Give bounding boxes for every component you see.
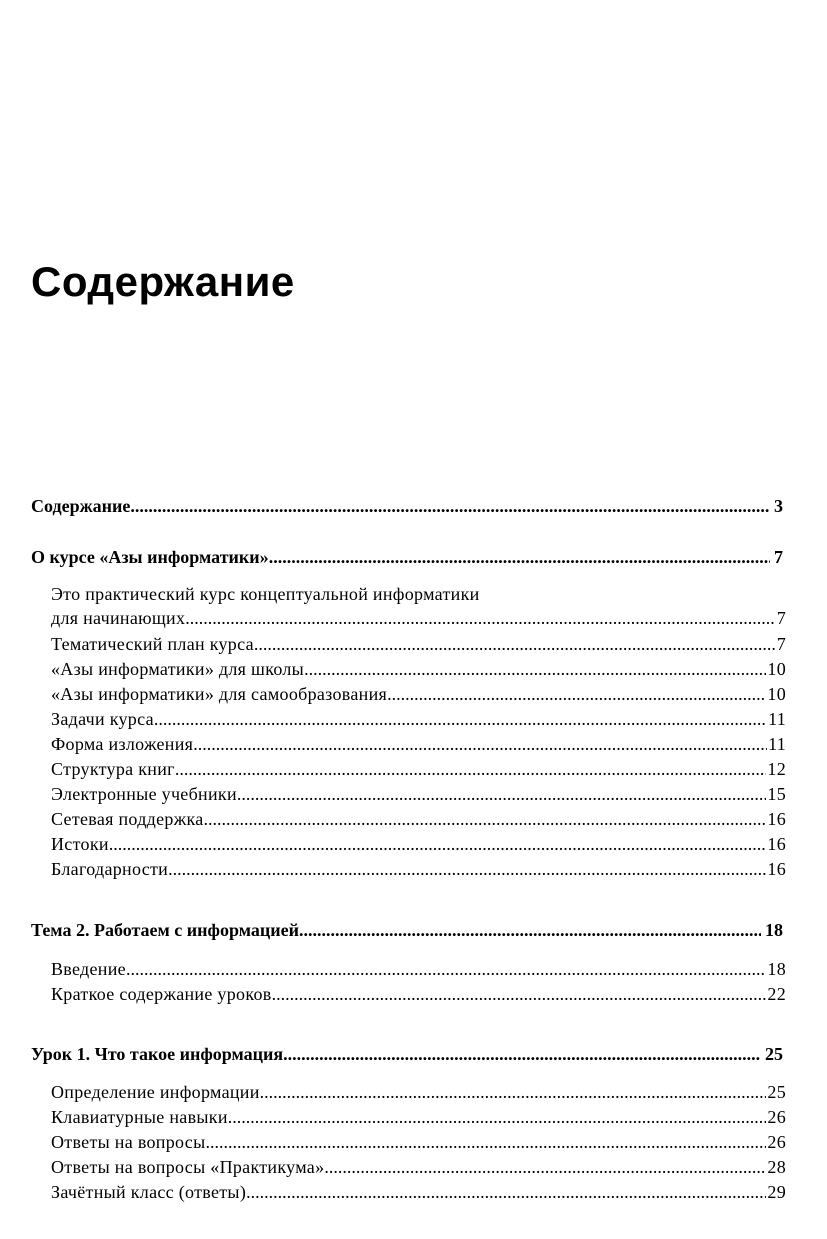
toc-heading-label: Тема 2. Работаем с информацией: [31, 920, 299, 940]
toc-entry[interactable]: [51, 707, 786, 731]
toc-page-number: 25: [767, 1082, 786, 1102]
toc-entry[interactable]: [51, 757, 786, 781]
toc-entry-label: Введение: [51, 959, 126, 979]
toc-entry[interactable]: [51, 807, 786, 831]
toc-entry-label: Истоки: [51, 834, 109, 854]
dot-leader: [130, 494, 770, 518]
toc-entry-label: Форма изложения: [51, 734, 194, 754]
dot-leader: [168, 857, 766, 881]
dot-leader: [193, 732, 767, 756]
dot-leader: [299, 918, 761, 942]
toc-page-number: 25: [765, 1044, 783, 1064]
toc-entry-label: «Азы информатики» для школы: [51, 659, 305, 679]
toc-entry[interactable]: [51, 1080, 786, 1104]
dot-leader: [185, 606, 775, 630]
toc-entry[interactable]: [51, 606, 786, 630]
toc-entry-label: Краткое содержание уроков: [51, 984, 272, 1004]
toc-page-number: 15: [767, 784, 786, 804]
dot-leader: [246, 1180, 766, 1204]
dot-leader: [228, 1105, 767, 1129]
dot-leader: [283, 1042, 761, 1066]
toc-heading-label: Содержание: [31, 496, 131, 516]
dot-leader: [205, 1130, 766, 1154]
toc-page-number: 7: [776, 634, 786, 654]
toc-page-number: 3: [774, 496, 783, 516]
toc-entry-label: для начинающих: [51, 608, 186, 628]
toc-heading-about-course[interactable]: [31, 545, 783, 569]
toc-entry-label: Благодарности: [51, 859, 169, 879]
dot-leader: [272, 982, 767, 1006]
toc-page-number: 12: [767, 759, 786, 779]
toc-entry-label: Сетевая поддержка: [51, 809, 204, 829]
toc-page-number: 26: [767, 1107, 786, 1127]
toc-entry[interactable]: [51, 857, 786, 881]
toc-entry-label: «Азы информатики» для самообразования: [51, 684, 388, 704]
toc-heading-lesson-1[interactable]: [31, 1042, 783, 1066]
toc-entry[interactable]: [51, 732, 786, 756]
toc-heading-contents[interactable]: [31, 494, 783, 518]
toc-page-number: 16: [767, 859, 786, 879]
toc-page-number: 29: [767, 1182, 786, 1202]
toc-entry[interactable]: [51, 1180, 786, 1204]
dot-leader: [204, 807, 767, 831]
toc-entry-label: Электронные учебники: [51, 784, 237, 804]
toc-entry-label: Задачи курса: [51, 709, 154, 729]
toc-entry[interactable]: [51, 1155, 786, 1179]
page-title: Содержание: [31, 258, 295, 305]
dot-leader: [126, 957, 766, 981]
toc-entry[interactable]: [51, 982, 786, 1006]
toc-page-number: 11: [768, 709, 786, 729]
dot-leader: [254, 632, 776, 656]
toc-entry-label: Структура книг: [51, 759, 175, 779]
toc-page-number: 16: [767, 809, 786, 829]
toc-page-number: 18: [765, 920, 783, 940]
dot-leader: [324, 1155, 766, 1179]
toc-entry[interactable]: [51, 682, 786, 706]
toc-entry-label: Определение информации: [51, 1082, 260, 1102]
dot-leader: [154, 707, 767, 731]
toc-entry-label: Зачётный класс (ответы): [51, 1182, 247, 1202]
dot-leader: [387, 682, 766, 706]
toc-entry-line1[interactable]: Это практический курс концептуальной информатики: [51, 584, 480, 604]
toc-entry[interactable]: [51, 1130, 786, 1154]
dot-leader: [269, 545, 770, 569]
toc-entry-label: Ответы на вопросы «Практикума»: [51, 1157, 325, 1177]
dot-leader: [175, 757, 767, 781]
toc-page-number: 28: [767, 1157, 786, 1177]
toc-page-number: 10: [767, 659, 786, 679]
toc-page-number: 18: [767, 959, 786, 979]
toc-entry[interactable]: [51, 782, 786, 806]
toc-entry[interactable]: [51, 1105, 786, 1129]
toc-entry[interactable]: [51, 832, 786, 856]
toc-entry[interactable]: [51, 632, 786, 656]
toc-entry[interactable]: [51, 657, 786, 681]
toc-entry[interactable]: [51, 957, 786, 981]
dot-leader: [237, 782, 766, 806]
dot-leader: [109, 832, 767, 856]
toc-heading-topic-2[interactable]: [31, 918, 783, 942]
toc-page-number: 10: [767, 684, 786, 704]
dot-leader: [304, 657, 766, 681]
toc-page-number: 16: [767, 834, 786, 854]
toc-page-number: 26: [767, 1132, 786, 1152]
toc-page-number: 7: [774, 547, 783, 567]
dot-leader: [260, 1080, 767, 1104]
toc-page-number: 11: [768, 734, 786, 754]
toc-entry-label: Тематический план курса: [51, 634, 254, 654]
toc-heading-label: Урок 1. Что такое информация: [31, 1044, 284, 1064]
toc-entry-label: Ответы на вопросы: [51, 1132, 206, 1152]
toc-page-number: 22: [767, 984, 786, 1004]
toc-entry-label: Клавиатурные навыки: [51, 1107, 228, 1127]
toc-page-number: 7: [776, 608, 786, 628]
toc-heading-label: О курсе «Азы информатики»: [31, 547, 269, 567]
